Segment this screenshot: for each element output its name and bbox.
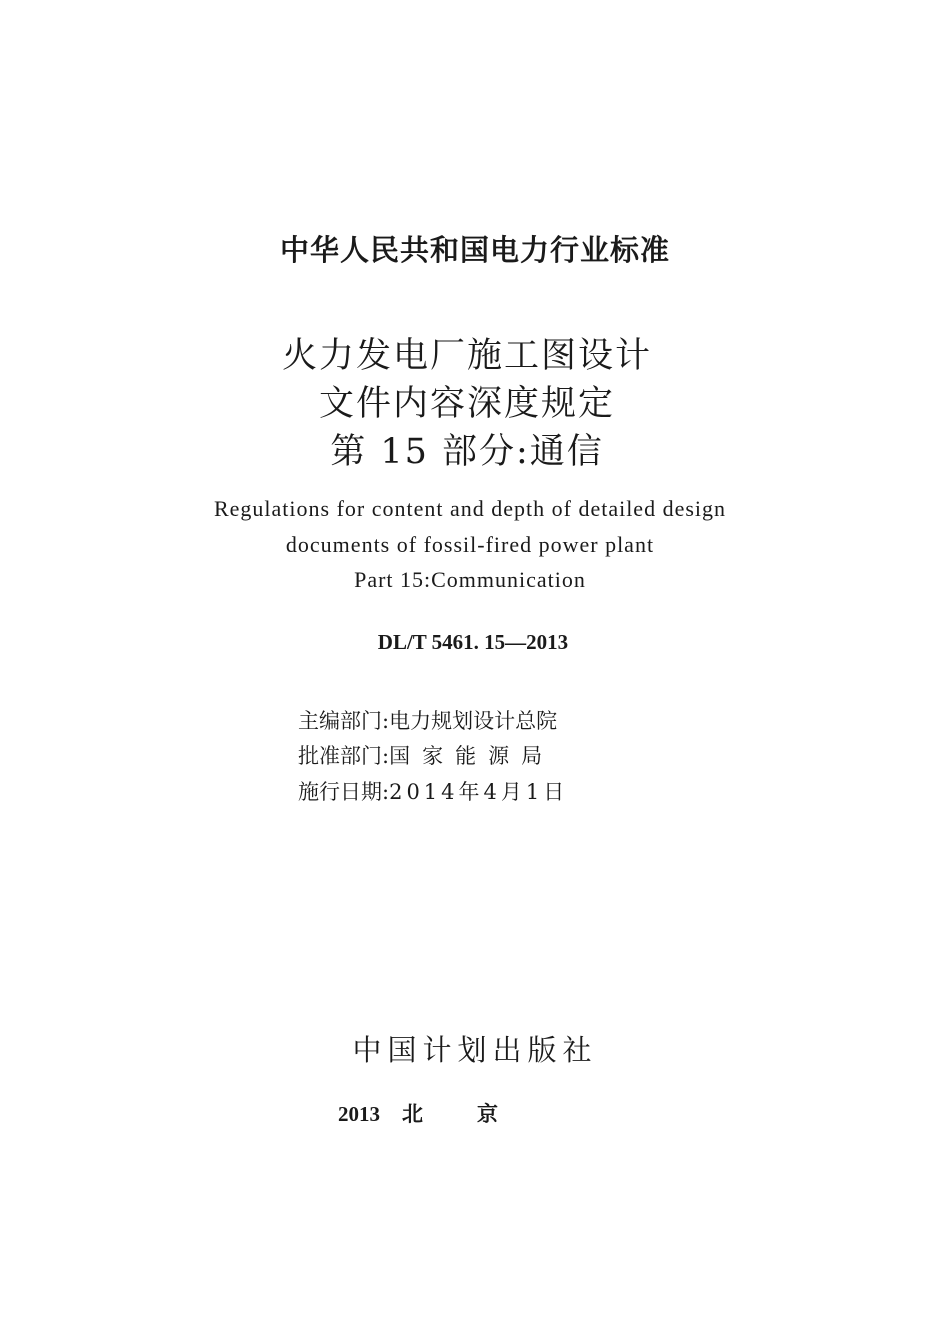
chinese-title-line-3: 第 15 部分:通信 <box>330 432 604 472</box>
english-title-line-2: documents of fossil-fired power plant <box>285 532 655 557</box>
editor-department-row <box>298 705 557 735</box>
approver-department-label: 批准部门: <box>298 744 390 768</box>
effective-date-value: 2014年4月1日 <box>389 780 569 804</box>
publication-city: 北京 <box>402 1102 552 1126</box>
english-title-line-1: Regulations for content and depth of detailed design <box>213 496 727 521</box>
industry-standard-heading: 中华人民共和国电力行业标准 <box>279 233 670 267</box>
publication-year: 2013 <box>338 1102 380 1126</box>
editor-department-label: 主编部门: <box>298 709 390 733</box>
publisher-name: 中国计划出版社 <box>352 1033 598 1067</box>
english-title-line-3: Part 15:Communication <box>354 567 586 592</box>
approver-department-value: 国家能源局 <box>389 744 555 768</box>
chinese-title-line-1: 火力发电厂施工图设计 <box>281 336 652 376</box>
effective-date-row <box>298 776 568 806</box>
publication-line <box>0 1098 920 1128</box>
effective-date-label: 施行日期: <box>298 780 390 804</box>
editor-department-value: 电力规划设计总院 <box>389 709 558 733</box>
chinese-title-line-2: 文件内容深度规定 <box>318 384 615 424</box>
approver-department-row <box>298 740 554 770</box>
standard-code: DL/T 5461. 15—2013 <box>377 630 569 654</box>
